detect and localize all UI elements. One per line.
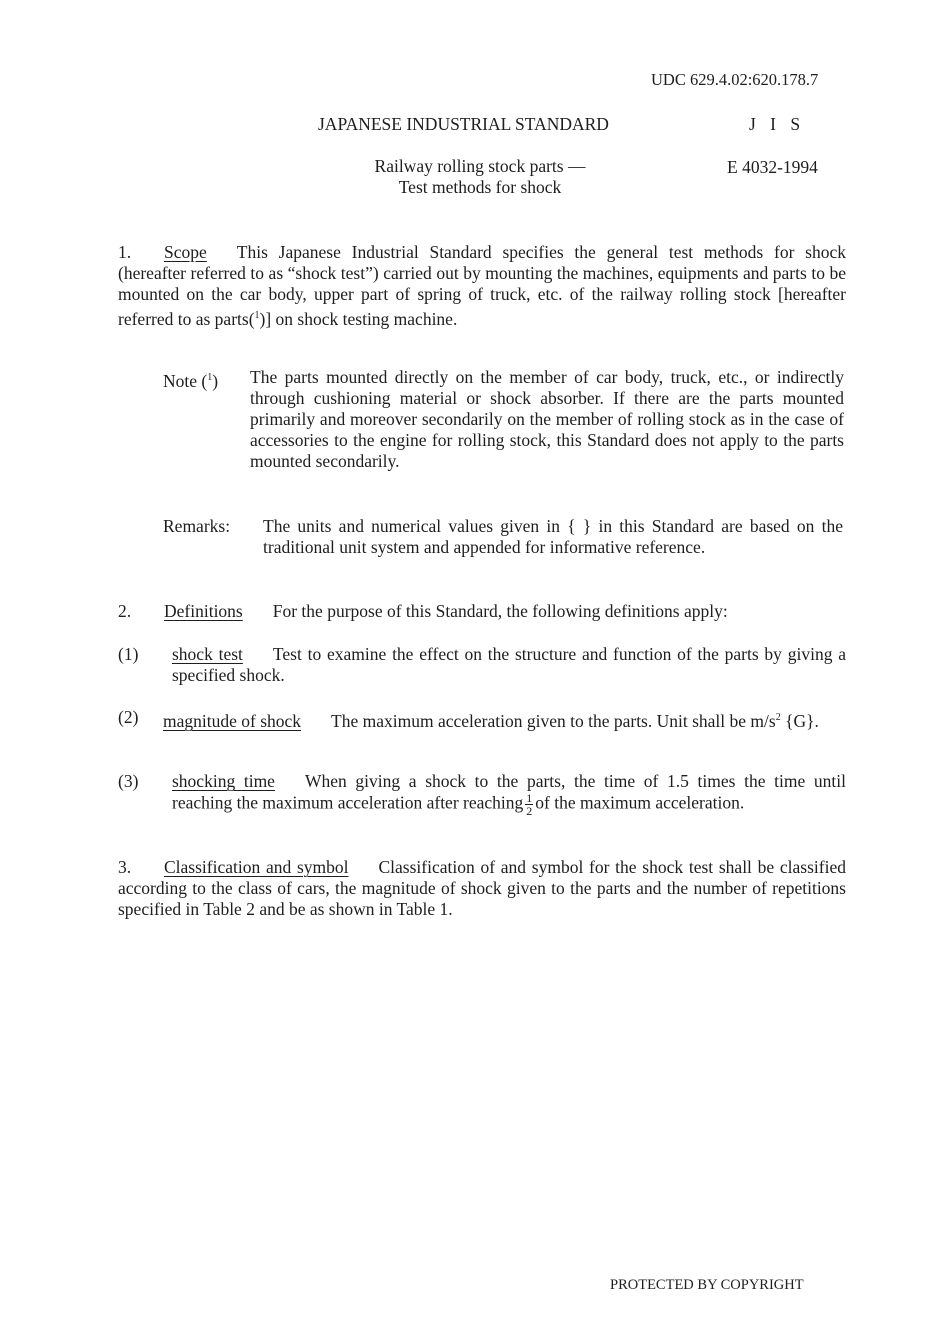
definition-number: (2)	[118, 707, 139, 727]
definitions-intro: For the purpose of this Standard, the following definitions apply:	[272, 601, 728, 621]
document-title-line-1: Railway rolling stock parts —	[374, 156, 586, 176]
definition-term: magnitude of shock	[163, 710, 302, 731]
section-heading-scope: Scope	[164, 242, 207, 262]
definition-text: magnitude of shock The maximum acceleration given to the parts. Unit shall be $m/s^2$ {G}.	[163, 710, 819, 731]
definition-text: shock test Test to examine the effect on the structure and function of the parts by giving a specified shock.	[172, 644, 846, 685]
footnote-reference: 1	[254, 310, 260, 321]
remarks-text: The units and numerical values given in { } in this Standard are based on the traditional unit system and appended for informative reference.	[263, 516, 843, 557]
definition-term: shocking time	[172, 771, 275, 791]
definition-term: shock test	[172, 644, 243, 664]
definition-text: shocking time When giving a shock to the parts, the time of 1.5 times the time until reaching the maximum acceleration after reaching $\frac{1}{2}$ of the maximum acceleration.	[172, 771, 847, 818]
section-number: 1.	[118, 242, 132, 262]
document-title-line-2: Test methods for shock	[398, 177, 562, 197]
section-scope	[118, 242, 846, 330]
remarks-label: Remarks:	[163, 516, 231, 536]
standard-title: JAPANESE INDUSTRIAL STANDARD	[318, 114, 609, 134]
section-heading-classification: Classification and symbol	[164, 857, 349, 877]
definition-number: (1)	[118, 644, 139, 664]
definition-number: (3)	[118, 771, 139, 791]
note-label: Note ($^1$)	[163, 370, 219, 391]
scope-text-end: )] on shock testing machine.	[259, 308, 458, 329]
classification-text: Classification of and symbol for the shock test shall be classified according to the class of cars, the magnitude of shock given to the parts and the number of repetitions specified in Table 2 and be as shown in Table 1.	[118, 857, 846, 919]
section-number: 3.	[118, 857, 132, 877]
document-title	[320, 156, 640, 198]
section-definitions	[118, 601, 848, 622]
document-number: E 4032-1994	[727, 157, 818, 177]
section-classification	[118, 857, 846, 920]
scope-text: This Japanese Industrial Standard specifies the general test methods for shock (hereafter referred to as “shock test”) carried out by mounting the machines, equipments and parts to be mounted on the car body, upper part of spring of truck, etc. of the railway rolling stock [hereafter referred to as parts(	[118, 242, 846, 329]
udc-code: UDC 629.4.02:620.178.7	[651, 70, 819, 89]
note-text: The parts mounted directly on the member of car body, truck, etc., or indirectly through cushioning material or shock absorber. If there are the parts mounted primarily and moreover secondarily on the member of rolling stock as in the case of accessories to the engine for rolling stock, this Standard does not apply to the parts mounted secondarily.	[250, 367, 844, 471]
section-number: 2.	[118, 601, 132, 621]
fraction-one-half: $\frac{1}{2}$	[526, 791, 533, 818]
jis-mark: J I S	[749, 114, 806, 134]
section-heading-definitions: Definitions	[164, 601, 243, 621]
copyright-notice: PROTECTED BY COPYRIGHT	[610, 1277, 804, 1293]
